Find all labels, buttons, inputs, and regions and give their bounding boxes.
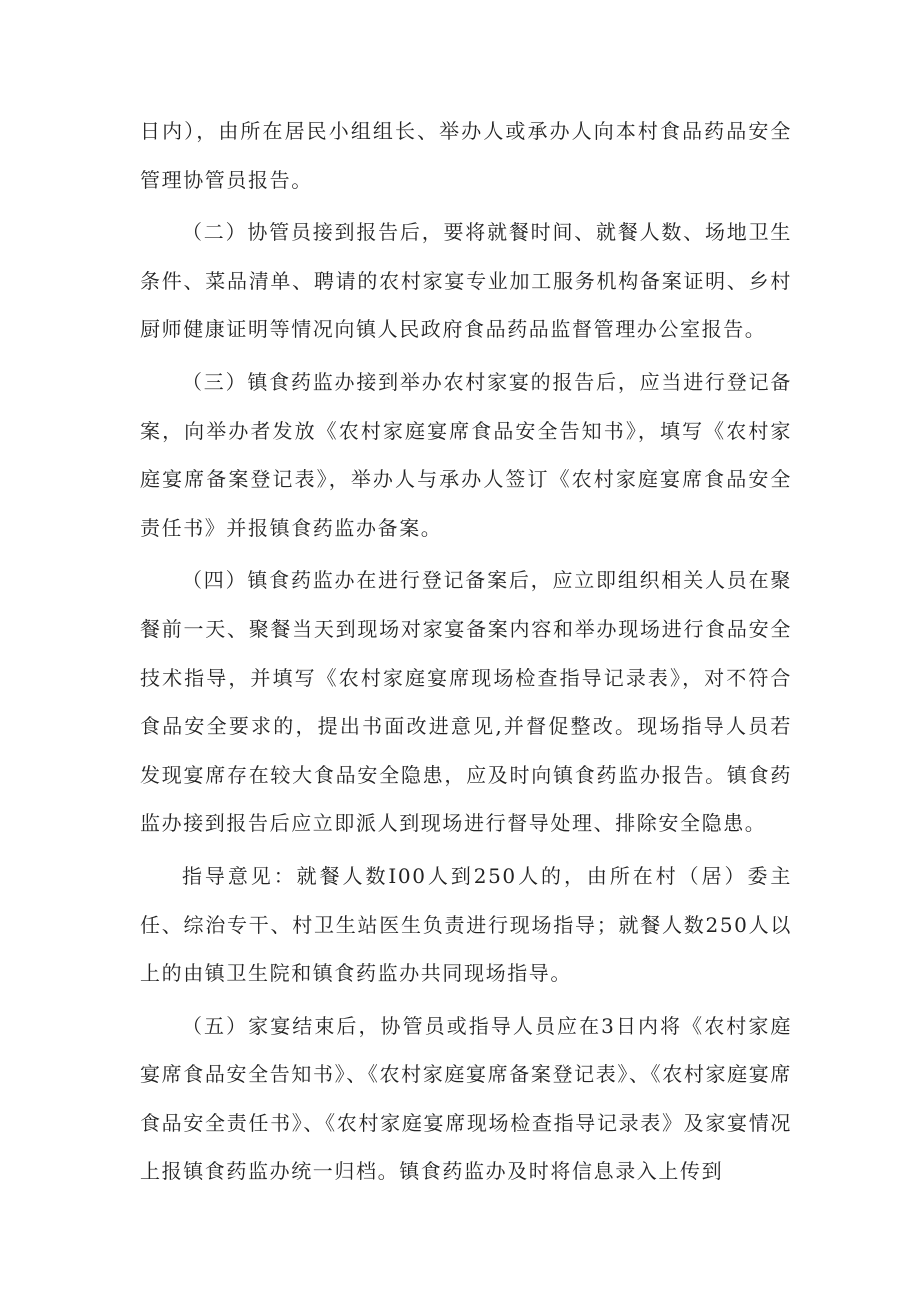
paragraph-continuation: 日内），由所在居民小组组长、举办人或承办人向本村食品药品安全管理协管员报告。 (140, 119, 792, 192)
paragraph-item-3: （三）镇食药监办接到举办农村家宴的报告后，应当进行登记备案，向举办者发放《农村家庭宴席食品安全告知书》，填写《农村家庭宴席备案登记表》，举办人与承办人签订《农村家庭宴席食品安全责任书》并报镇食药监办备案。 (140, 369, 792, 540)
document-body (140, 107, 792, 1196)
paragraph-item-2: （二）协管员接到报告后，要将就餐时间、就餐人数、场地卫生条件、菜品清单、聘请的农村家宴专业加工服务机构备案证明、乡村厨师健康证明等情况向镇人民政府食品药品监督管理办公室报告。 (140, 220, 792, 342)
paragraph-item-5: （五）家宴结束后，协管员或指导人员应在3日内将《农村家庭宴席食品安全告知书》、《农村家庭宴席备案登记表》、《农村家庭宴席食品安全责任书》、《农村家庭宴席现场检查指导记录表》及家宴情况上报镇食药监办统一归档。镇食药监办及时将信息录入上传到 (140, 1013, 792, 1184)
paragraph-guidance: 指导意见：就餐人数I00人到250人的，由所在村（居）委主任、综治专干、村卫生站医生负责进行现场指导；就餐人数250人以上的由镇卫生院和镇食药监办共同现场指导。 (140, 863, 792, 986)
paragraph-item-4: （四）镇食药监办在进行登记备案后，应立即组织相关人员在聚餐前一天、聚餐当天到现场对家宴备案内容和举办现场进行食品安全技术指导，并填写《农村家庭宴席现场检查指导记录表》，对不符合食品安全要求的，提出书面改进意见,并督促整改。现场指导人员若发现宴席存在较大食品安全隐患，应及时向镇食药监办报告。镇食药监办接到报告后应立即派人到现场进行督导处理、排除安全隐患。 (140, 568, 792, 836)
